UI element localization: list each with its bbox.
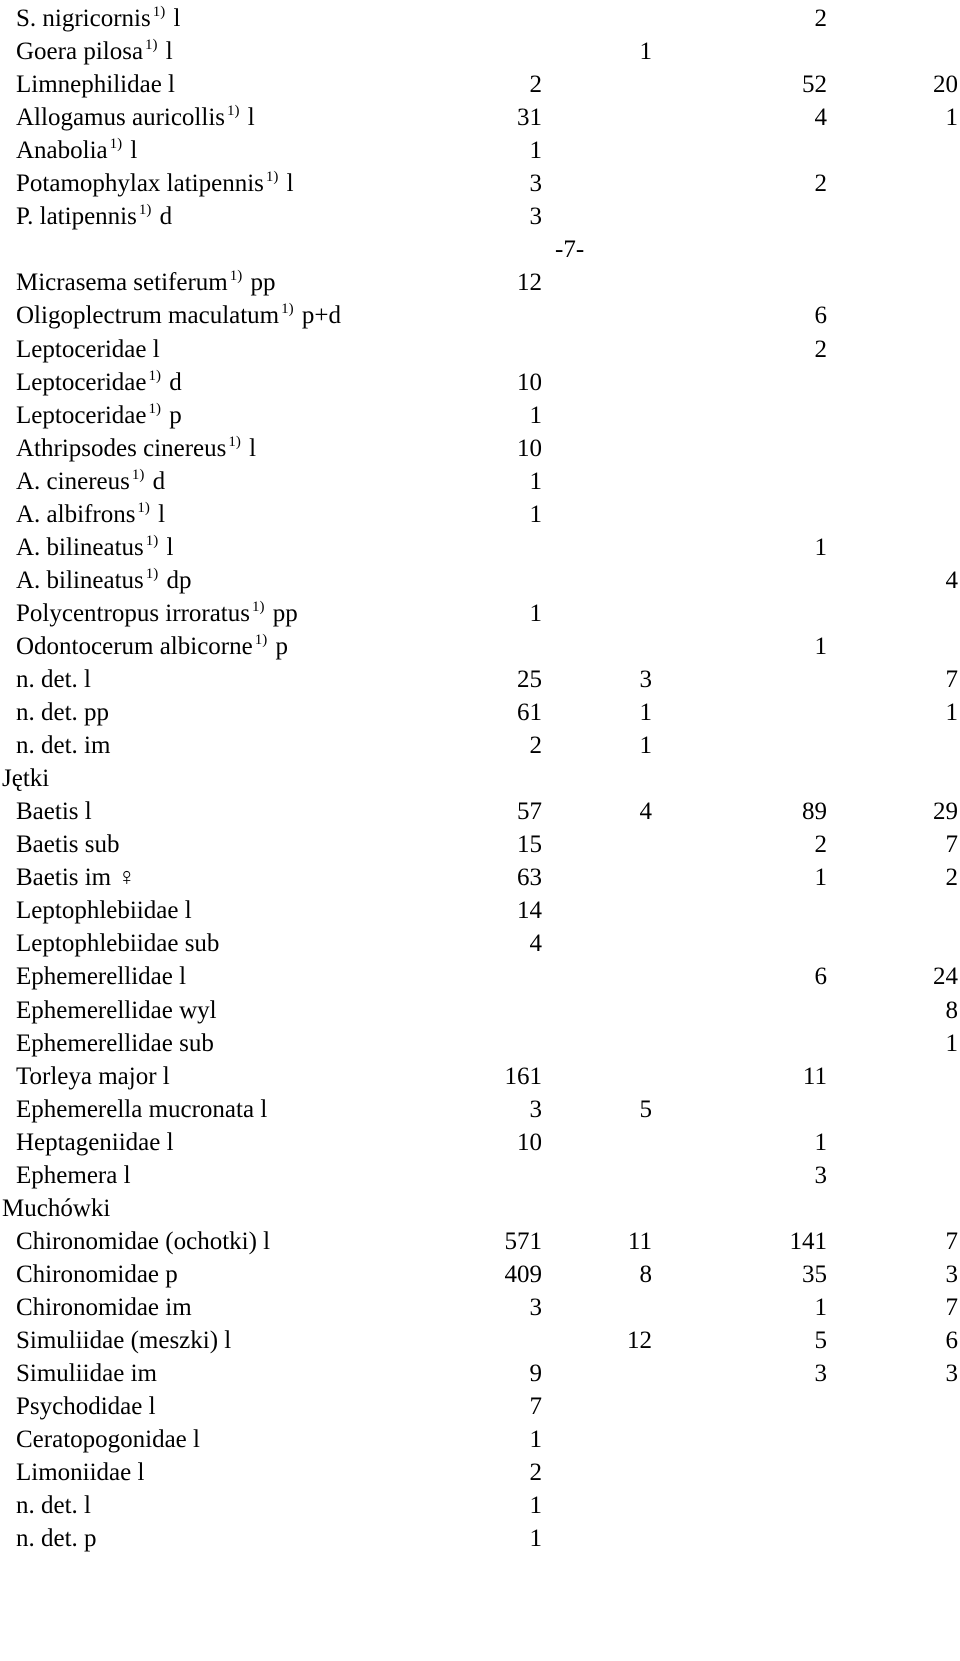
count-cell-c1: 1 <box>529 599 542 627</box>
count-cell-c3: 141 <box>789 1227 827 1255</box>
count-cell-c1: 7 <box>529 1393 542 1421</box>
taxon-name: Micrasema setiferum $^{1)}$ pp <box>16 268 276 297</box>
table-row <box>0 101 960 135</box>
count-cell-c3: 1 <box>814 1293 827 1321</box>
count-cell-c1: 1 <box>529 137 542 165</box>
taxon-name: Leptophlebiidae l <box>16 897 192 925</box>
count-cell-c2: 1 <box>639 699 652 727</box>
section-title: Muchówki <box>2 1194 111 1222</box>
page-number: -7- <box>555 236 585 264</box>
count-cell-c1: 3 <box>529 1095 542 1123</box>
footnote-marker: 1) <box>148 400 161 417</box>
count-cell-c4: 1 <box>945 104 958 132</box>
footnote-marker: 1) <box>145 565 159 582</box>
count-cell-c4: 8 <box>945 996 958 1024</box>
taxon-name: S. nigricornis $^{1)}$ l <box>16 4 181 32</box>
count-cell-c4: 1 <box>945 1029 958 1057</box>
footnote-marker: 1) <box>228 433 241 450</box>
count-cell-c3: 52 <box>802 71 827 99</box>
count-cell-c1: 3 <box>529 1293 542 1321</box>
count-cell-c1: 1 <box>529 1525 542 1553</box>
count-cell-c1: 1 <box>529 401 542 429</box>
table-row <box>0 266 960 300</box>
taxon-name: P. latipennis $^{1)}$ d <box>16 202 173 231</box>
page-marker-row <box>0 233 960 267</box>
taxon-name: Leptoceridae l <box>16 335 160 363</box>
count-cell-c3: 1 <box>814 533 827 561</box>
taxon-name: Oligoplectrum maculatum $^{1)}$ p+d <box>16 301 341 330</box>
count-cell-c4: 24 <box>933 963 958 991</box>
table-row <box>0 1027 960 1061</box>
count-cell-c1: 57 <box>517 798 542 826</box>
taxon-name: A. cinereus $^{1)}$ d <box>16 466 166 495</box>
table-row <box>0 498 960 532</box>
taxon-name: Simuliidae (meszki) l <box>16 1327 232 1354</box>
taxon-name: Ephemerella mucronata l <box>16 1095 268 1123</box>
count-cell-c1: 4 <box>529 930 542 958</box>
table-row <box>0 894 960 928</box>
footnote-marker: 1) <box>265 169 279 186</box>
table-row <box>0 927 960 961</box>
count-cell-c3: 3 <box>814 1360 827 1388</box>
taxon-name: Athripsodes cinereus $^{1)}$ l <box>16 433 257 462</box>
taxon-name: Limnephilidae l <box>16 71 175 99</box>
count-cell-c3: 2 <box>814 170 827 198</box>
count-cell-c4: 3 <box>945 1360 958 1388</box>
taxon-name: Leptoceridae $^{1)}$ d <box>16 367 182 396</box>
taxon-name: Chironomidae (ochotki) l <box>16 1227 271 1255</box>
taxon-name: n. det. l <box>16 1492 91 1520</box>
count-cell-c2: 1 <box>639 732 652 760</box>
count-cell-c1: 25 <box>517 666 542 693</box>
table-row <box>0 2 960 36</box>
count-cell-c1: 31 <box>517 104 542 132</box>
taxon-name: Odontocerum albicorne $^{1)}$ p <box>16 631 288 660</box>
table-row <box>0 994 960 1028</box>
count-cell-c4: 7 <box>945 1293 958 1321</box>
count-cell-c4: 3 <box>945 1260 958 1288</box>
table-row <box>0 729 960 763</box>
count-cell-c3: 4 <box>814 104 827 132</box>
taxon-name: n. det. l <box>16 666 91 693</box>
table-row <box>0 333 960 367</box>
footnote-marker: 1) <box>138 202 152 219</box>
taxon-name: Simuliidae im <box>16 1360 157 1388</box>
table-row <box>0 564 960 598</box>
taxon-name: Baetis l <box>16 798 92 826</box>
taxon-name: Polycentropus irroratus $^{1)}$ pp <box>16 598 298 627</box>
table-row <box>0 1258 960 1292</box>
taxon-name: Leptophlebiidae sub <box>16 930 220 958</box>
table-row <box>0 1126 960 1160</box>
count-cell-c4: 6 <box>945 1327 958 1354</box>
count-cell-c1: 10 <box>517 1128 542 1156</box>
table-row <box>0 960 960 994</box>
count-cell-c1: 12 <box>517 269 542 297</box>
footnote-marker: 1) <box>145 532 159 549</box>
count-cell-c1: 1 <box>529 500 542 528</box>
count-cell-c1: 61 <box>517 699 542 727</box>
table-row <box>0 531 960 565</box>
count-cell-c4: 1 <box>945 699 958 727</box>
taxon-name: n. det. p <box>16 1525 97 1553</box>
count-cell-c4: 29 <box>933 798 958 826</box>
table-row <box>0 465 960 499</box>
table-row <box>0 696 960 730</box>
count-cell-c1: 3 <box>529 170 542 198</box>
count-cell-c3: 35 <box>802 1260 827 1288</box>
count-cell-c3: 1 <box>814 632 827 660</box>
taxon-name: Baetis sub <box>16 831 120 859</box>
table-row <box>0 663 960 697</box>
table-row <box>0 200 960 234</box>
table-row <box>0 68 960 102</box>
count-cell-c1: 3 <box>529 203 542 231</box>
count-cell-c1: 10 <box>517 368 542 396</box>
footnote-marker: 1) <box>145 37 158 54</box>
count-cell-c3: 2 <box>814 831 827 859</box>
count-cell-c3: 1 <box>814 1128 827 1156</box>
table-row <box>0 795 960 829</box>
taxon-name: Goera pilosa $^{1)}$ l <box>16 37 173 66</box>
table-row <box>0 1159 960 1193</box>
count-cell-c1: 161 <box>504 1062 542 1090</box>
footnote-marker: 1) <box>131 466 145 483</box>
count-cell-c1: 14 <box>517 897 542 925</box>
section-header <box>0 1192 960 1226</box>
footnote-marker: 1) <box>281 301 294 318</box>
count-cell-c2: 5 <box>639 1095 652 1123</box>
table-row <box>0 1522 960 1556</box>
count-cell-c2: 12 <box>627 1327 652 1354</box>
taxon-name: Psychodidae l <box>16 1393 156 1421</box>
taxon-name: n. det. pp <box>16 699 110 727</box>
count-cell-c4: 7 <box>945 1227 958 1255</box>
count-cell-c1: 15 <box>517 831 542 859</box>
count-cell-c3: 1 <box>814 864 827 892</box>
count-cell-c3: 89 <box>802 798 827 826</box>
table-row <box>0 432 960 466</box>
count-cell-c3: 6 <box>814 963 827 991</box>
taxon-name: n. det. im <box>16 732 111 760</box>
table-row <box>0 1456 960 1490</box>
taxon-name: Heptageniidae l <box>16 1128 174 1156</box>
count-cell-c1: 9 <box>529 1360 542 1388</box>
table-row <box>0 1390 960 1424</box>
count-cell-c1: 2 <box>529 1459 542 1487</box>
count-cell-c3: 5 <box>814 1327 827 1354</box>
taxon-name: Ephemerellidae l <box>16 963 187 991</box>
table-row <box>0 1291 960 1325</box>
taxon-name: Ephemera l <box>16 1161 131 1189</box>
table-row <box>0 1225 960 1259</box>
taxon-name: Potamophylax latipennis $^{1)}$ l <box>16 169 294 198</box>
count-cell-c2: 11 <box>627 1227 652 1255</box>
section-title: Jętki <box>2 765 50 793</box>
table-row <box>0 828 960 862</box>
taxon-name: Leptoceridae $^{1)}$ p <box>16 400 182 429</box>
count-cell-c4: 20 <box>933 71 958 99</box>
table-row <box>0 134 960 168</box>
table-row <box>0 35 960 69</box>
table-row <box>0 1357 960 1391</box>
count-cell-c1: 1 <box>529 1492 542 1520</box>
footnote-marker: 1) <box>137 499 150 516</box>
count-cell-c1: 571 <box>504 1227 542 1255</box>
count-cell-c1: 63 <box>517 864 542 892</box>
count-cell-c1: 409 <box>504 1260 542 1288</box>
table-row <box>0 1060 960 1094</box>
taxon-name: A. albifrons $^{1)}$ l <box>16 499 166 528</box>
count-cell-c3: 6 <box>814 302 827 330</box>
section-header <box>0 762 960 796</box>
count-cell-c2: 4 <box>639 798 652 826</box>
count-cell-c1: 10 <box>517 434 542 462</box>
taxon-name: Baetis im ♀ <box>16 864 137 892</box>
footnote-marker: 1) <box>227 103 240 120</box>
count-cell-c3: 3 <box>814 1161 827 1189</box>
count-cell-c4: 2 <box>945 864 958 892</box>
count-cell-c4: 7 <box>945 831 958 859</box>
footnote-marker: 1) <box>254 631 268 648</box>
table-row <box>0 1423 960 1457</box>
count-cell-c2: 3 <box>639 666 652 693</box>
count-cell-c1: 1 <box>529 467 542 495</box>
footnote-marker: 1) <box>152 4 166 20</box>
table-row <box>0 630 960 664</box>
count-cell-c1: 1 <box>529 1426 542 1454</box>
table-row <box>0 597 960 631</box>
taxon-name: Ephemerellidae wyl <box>16 996 217 1024</box>
footnote-marker: 1) <box>251 598 265 615</box>
count-cell-c2: 1 <box>639 38 652 66</box>
taxon-name: Chironomidae p <box>16 1260 178 1288</box>
count-cell-c3: 11 <box>802 1062 827 1090</box>
taxon-name: A. bilineatus $^{1)}$ dp <box>16 565 192 594</box>
footnote-marker: 1) <box>229 268 243 285</box>
taxon-name: A. bilineatus $^{1)}$ l <box>16 532 174 561</box>
count-cell-c3: 2 <box>814 335 827 363</box>
count-cell-c4: 4 <box>945 566 958 594</box>
count-cell-c1: 2 <box>529 732 542 760</box>
table-row <box>0 1093 960 1127</box>
table-row <box>0 1324 960 1358</box>
table-row <box>0 299 960 333</box>
taxon-name: Ephemerellidae sub <box>16 1029 214 1057</box>
count-cell-c3: 2 <box>814 5 827 32</box>
table-row <box>0 861 960 895</box>
table-row <box>0 399 960 433</box>
count-cell-c4: 7 <box>945 666 958 693</box>
taxon-name: Anabolia $^{1)}$ l <box>16 136 138 165</box>
taxon-name: Torleya major l <box>16 1062 170 1090</box>
footnote-marker: 1) <box>148 367 161 384</box>
taxon-name: Ceratopogonidae l <box>16 1426 200 1454</box>
count-cell-c2: 8 <box>639 1260 652 1288</box>
taxon-name: Chironomidae im <box>16 1293 192 1321</box>
taxon-name: Limoniidae l <box>16 1459 145 1487</box>
count-cell-c1: 2 <box>529 71 542 99</box>
footnote-marker: 1) <box>109 136 123 153</box>
table-row <box>0 1489 960 1523</box>
table-row <box>0 167 960 201</box>
table-row <box>0 366 960 400</box>
taxon-name: Allogamus auricollis $^{1)}$ l <box>16 103 255 132</box>
